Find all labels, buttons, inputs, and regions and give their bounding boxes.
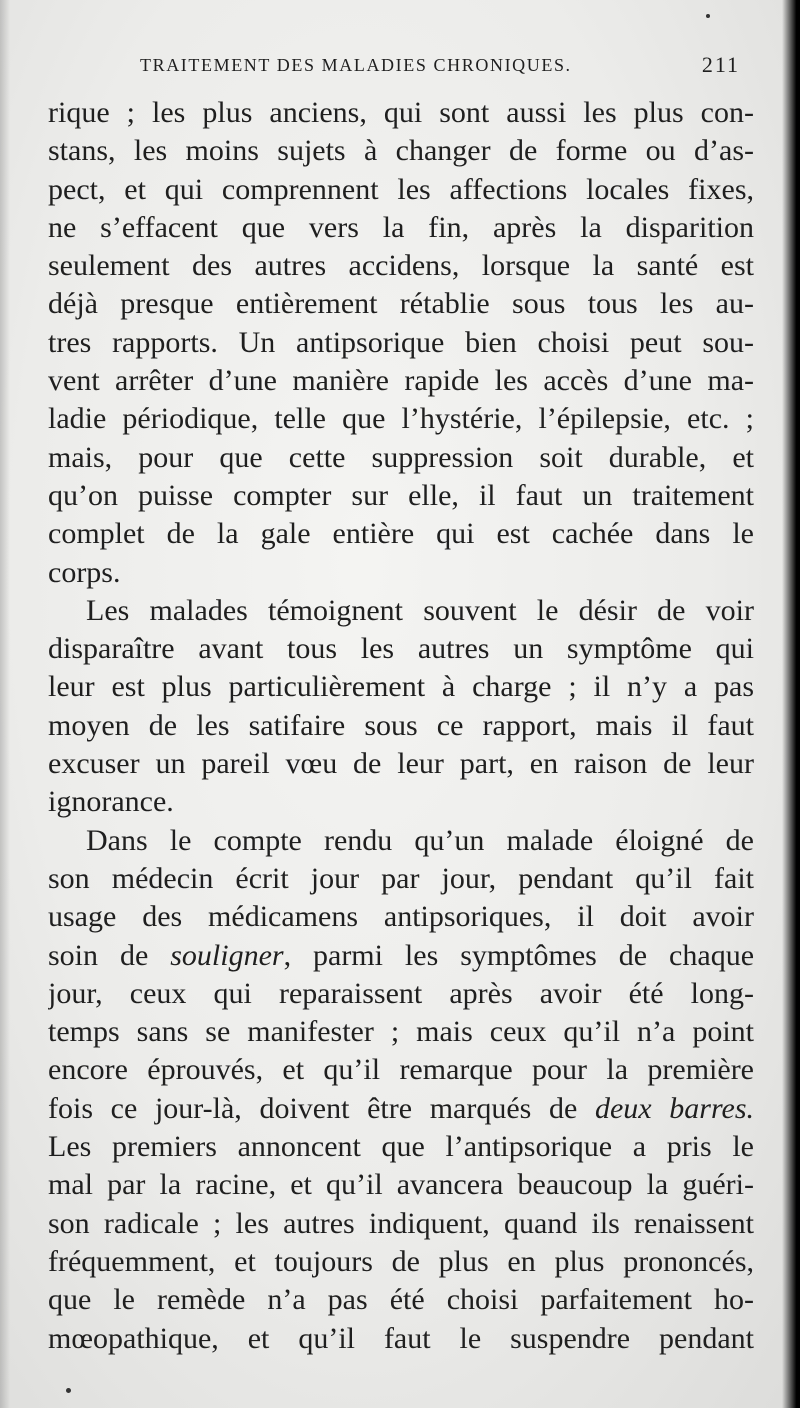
body-text (48, 94, 754, 1358)
text-segment: , parmi les symptômes de chaque (283, 938, 754, 972)
text-line: tres rapports. Un antipsorique bien choisi peut sou- (48, 325, 754, 359)
text-line: mœopathique, et qu’il faut le suspendre pendant (48, 1321, 754, 1355)
text-line: moyen de les satifaire sous ce rapport, mais il faut (48, 708, 754, 742)
text-line (48, 1090, 754, 1128)
text-line: excuser un pareil vœu de leur part, en raison de leur (48, 747, 754, 781)
page-left-shadow (0, 0, 10, 1408)
text-line: stans, les moins sujets à changer de forme ou d’as- (48, 134, 754, 168)
text-line: disparaître avant tous les autres un symptôme qui (48, 632, 754, 666)
text-line: vent arrêter d’une manière rapide les accès d’une ma- (48, 364, 754, 398)
text-line: ne s’effacent que vers la fin, après la disparition (48, 210, 754, 244)
text-line: Les malades témoignent souvent le désir de voir (86, 593, 754, 627)
text-segment: fois ce jour-là, doivent être marqués de (48, 1091, 595, 1125)
ink-speck (706, 14, 710, 18)
text-line: que le remède n’a pas été choisi parfaitement ho- (48, 1283, 754, 1317)
text-line: rique ; les plus anciens, qui sont aussi les plus con- (48, 96, 754, 129)
text-line: jour, ceux qui reparaissent après avoir été long- (48, 976, 754, 1010)
text-line: mal par la racine, et qu’il avancera beaucoup la guéri- (48, 1168, 754, 1202)
text-line: complet de la gale entière qui est cachée dans le (48, 517, 754, 551)
text-line: leur est plus particulièrement à charge ; il n’y a pas (48, 670, 754, 704)
text-line: qu’on puisse compter sur elle, il faut un traitement (48, 478, 754, 512)
text-line: Dans le compte rendu qu’un malade éloigné de (86, 823, 754, 857)
text-line: ladie périodique, telle que l’hystérie, l’épilepsie, etc. ; (48, 402, 754, 436)
text-line: encore éprouvés, et qu’il remarque pour la première (48, 1053, 754, 1087)
page-right-edge-shadow (782, 0, 800, 1408)
text-line (48, 937, 754, 975)
text-line: pect, et qui comprennent les affections locales fixes, (48, 172, 754, 206)
text-line: temps sans se manifester ; mais ceux qu’il n’a point (48, 1015, 754, 1049)
text-line: son médecin écrit jour par jour, pendant qu’il fait (48, 861, 754, 895)
italic-phrase: deux barres. (594, 1091, 754, 1125)
text-line: ignorance. (48, 785, 174, 819)
text-segment: soin de (48, 938, 171, 972)
text-line: son radicale ; les autres indiquent, quand ils renaissent (48, 1206, 754, 1240)
text-line: déjà presque entièrement rétablie sous tous les au- (48, 287, 754, 321)
text-line: Les premiers annoncent que l’antipsorique a pris le (48, 1130, 754, 1164)
text-line: corps. (48, 555, 121, 589)
page-number: 211 (701, 52, 740, 77)
italic-word: souligner (170, 938, 284, 972)
running-head: TRAITEMENT DES MALADIES CHRONIQUES. (140, 55, 572, 75)
text-line: usage des médicamens antipsoriques, il doit avoir (48, 900, 754, 934)
text-line: mais, pour que cette suppression soit durable, et (48, 440, 754, 474)
page-header (140, 52, 740, 78)
ink-speck (66, 1388, 71, 1393)
text-line: seulement des autres accidens, lorsque la santé est (48, 249, 754, 283)
text-line: fréquemment, et toujours de plus en plus prononcés, (48, 1244, 754, 1278)
